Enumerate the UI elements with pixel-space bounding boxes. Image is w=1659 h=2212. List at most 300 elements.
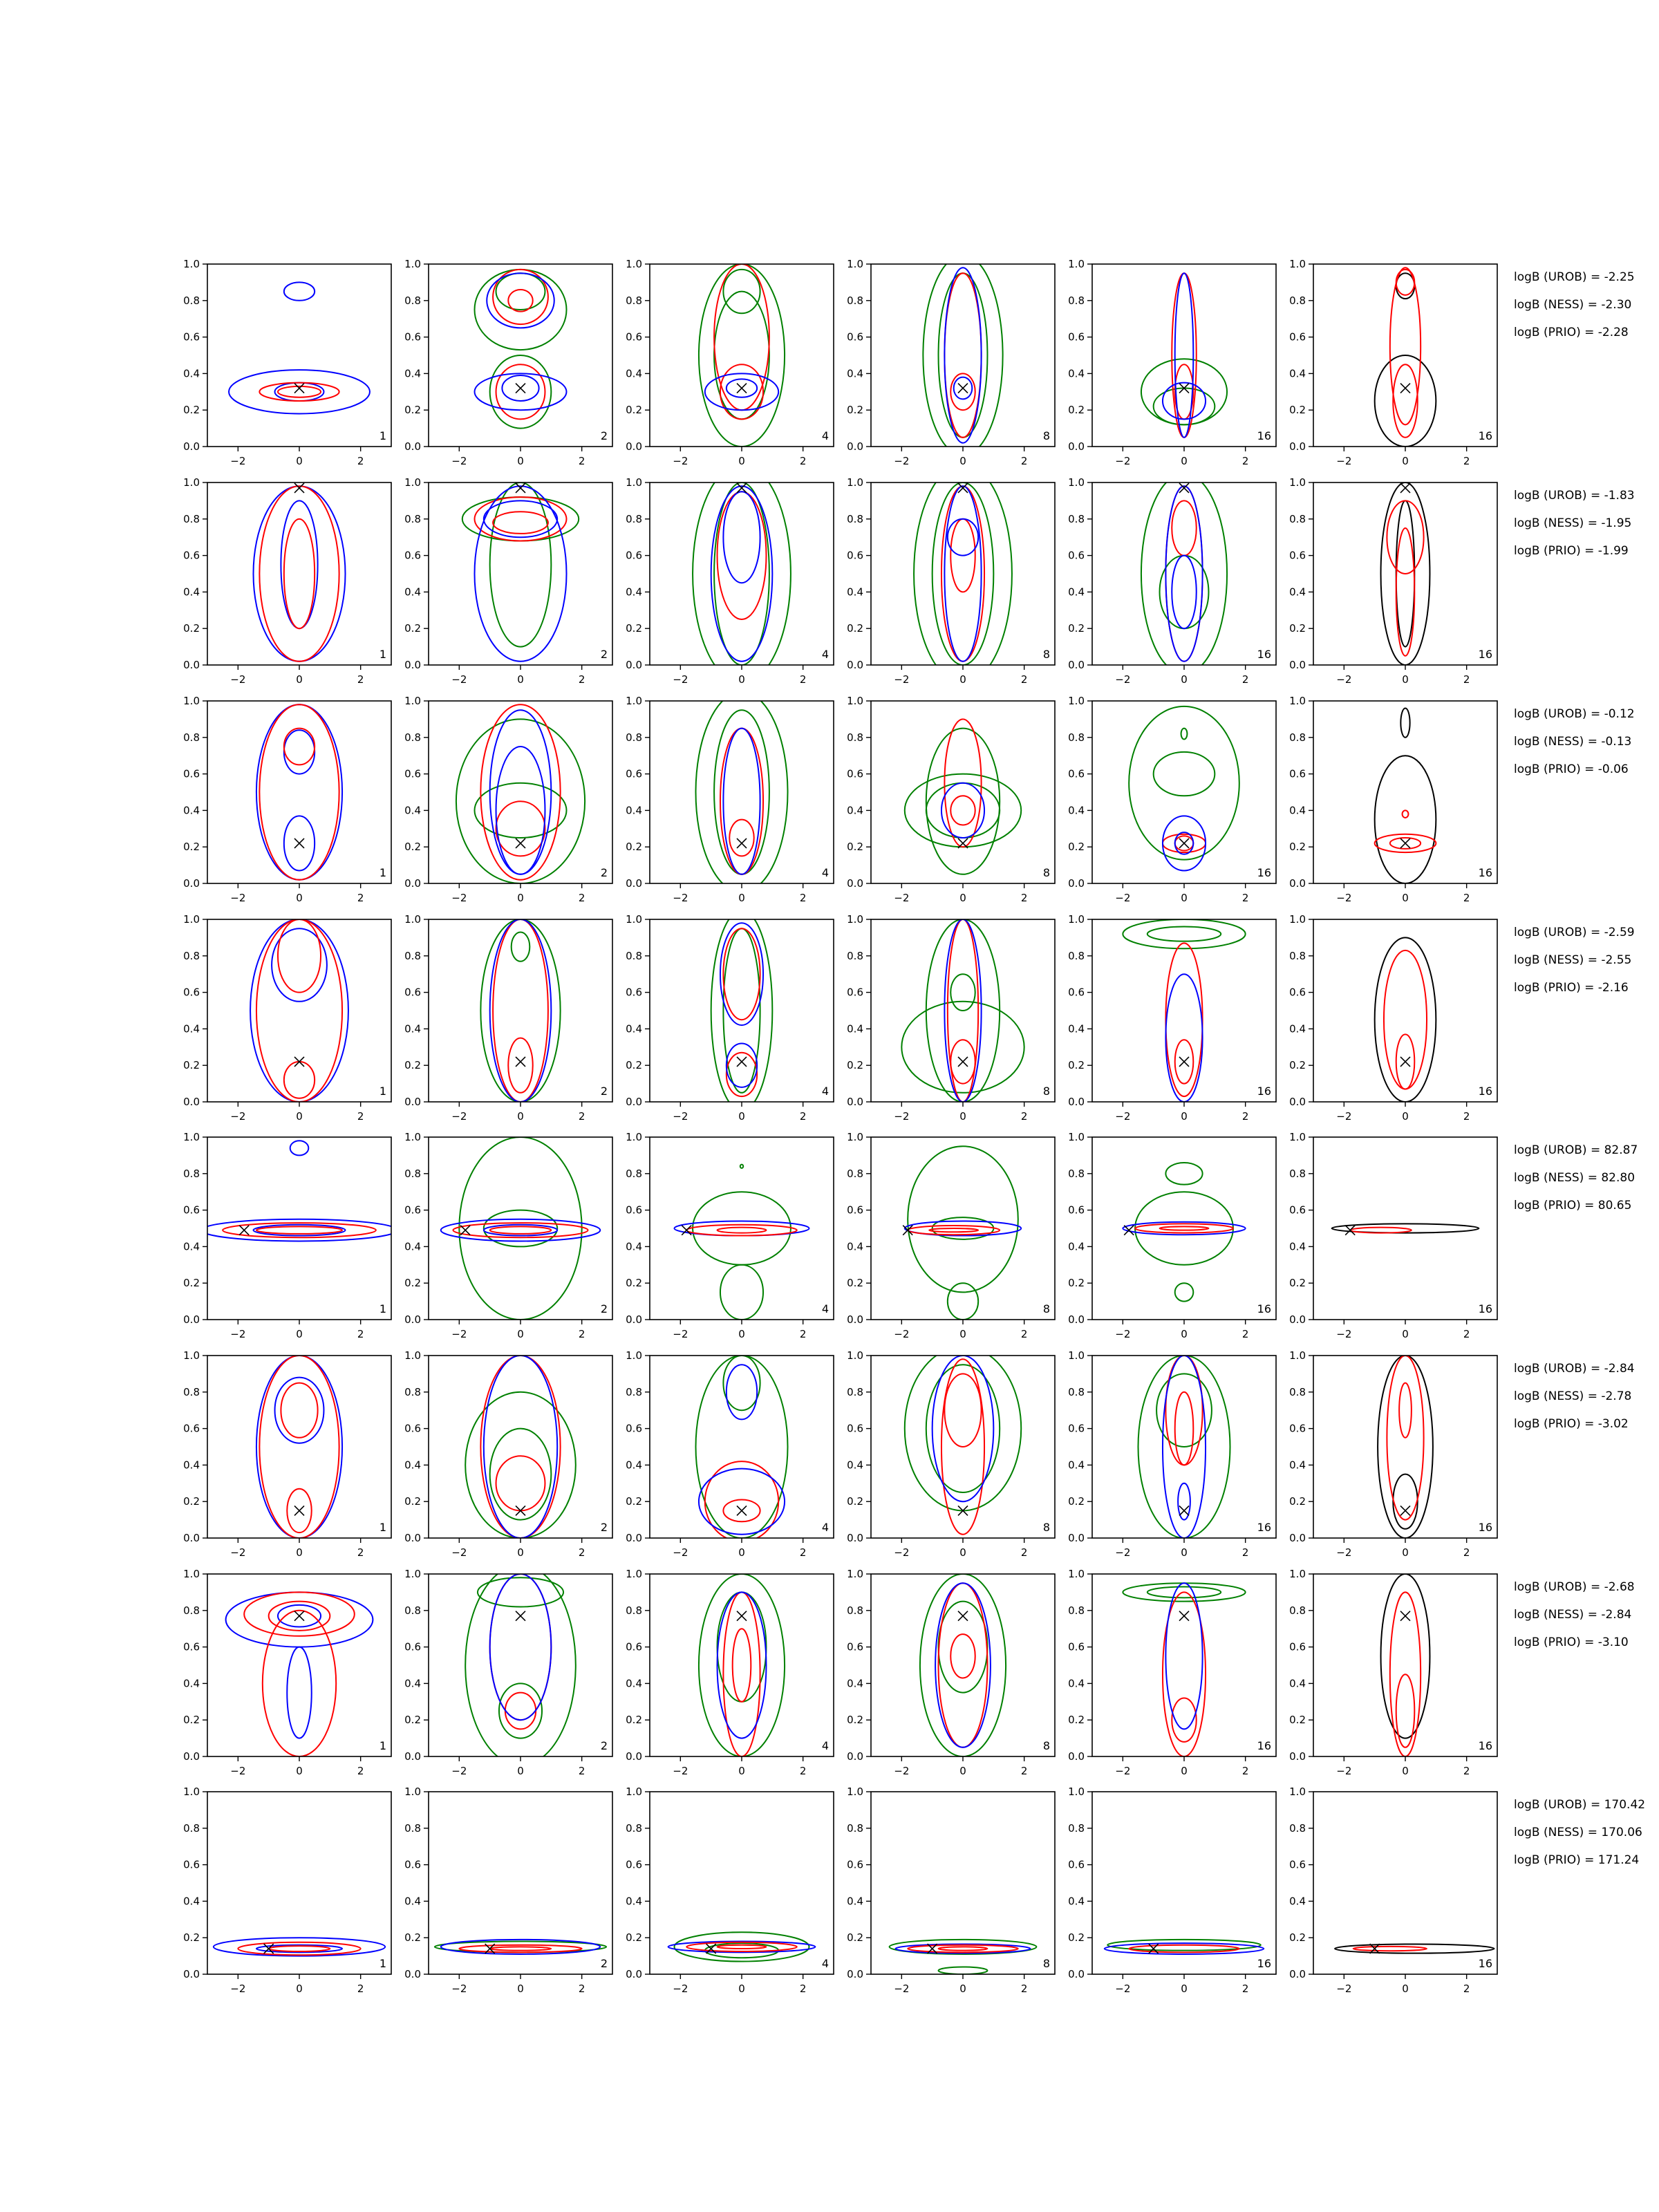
panel [404,258,612,467]
contour-line-blue [496,747,545,874]
x-tick-label: 2 [357,892,364,904]
contour-line-green [926,729,1000,874]
truth-marker [737,1506,747,1515]
contour-line-green [914,465,1012,684]
y-tick-label: 0.6 [404,1640,421,1653]
contour-group [693,465,791,684]
y-tick-label: 1.0 [847,258,863,270]
y-tick-label: 0.4 [1068,1459,1085,1472]
y-tick-label: 0.8 [626,1604,642,1617]
panel-count-label: 16 [1478,1302,1492,1315]
y-tick-label: 0.2 [1289,1714,1306,1727]
panel-count-label: 1 [379,1957,386,1970]
contour-line-green [714,292,769,420]
y-tick-label: 1.0 [1289,1349,1306,1362]
y-tick-label: 0.4 [1289,367,1306,380]
logb-annotation: logB (UROB) = 170.42 [1514,1798,1646,1812]
contour-group [1129,706,1239,871]
y-tick-label: 0.6 [1068,330,1085,344]
y-tick-label: 0.4 [404,585,421,599]
contour-line-green [950,974,975,1011]
x-tick-label: 2 [1241,1546,1249,1559]
y-tick-label: 0.4 [1068,367,1085,380]
y-tick-label: 0.8 [404,294,421,307]
y-tick-label: 1.0 [847,1131,863,1143]
contour-line-red [944,1374,981,1447]
y-tick-label: 0.4 [626,1240,642,1253]
panel-count-label: 2 [600,1739,608,1752]
contour-line-green [714,710,769,874]
y-tick-label: 0.2 [626,1277,642,1290]
y-tick-label: 0.6 [626,549,642,562]
x-tick-label: −2 [451,673,467,686]
x-tick-label: 0 [517,1110,524,1123]
y-tick-label: 0.6 [1289,1203,1306,1217]
panel [404,1785,612,1995]
logb-annotation: logB (NESS) = -2.78 [1514,1389,1632,1403]
contour-line-red [718,1945,767,1949]
y-tick-label: 0.4 [183,1240,200,1253]
y-tick-label: 0.4 [626,585,642,599]
contour-group [668,1932,816,1961]
x-tick-label: 2 [1020,1983,1028,1995]
y-tick-label: 0.4 [183,1459,200,1472]
contour-line-red [1384,950,1427,1089]
x-tick-label: 2 [1463,1983,1470,1995]
logb-annotation: logB (NESS) = -0.13 [1514,735,1632,749]
y-tick-label: 1.0 [626,258,642,270]
truth-marker [1400,1506,1410,1515]
contour-line-red [1387,500,1423,574]
y-tick-label: 1.0 [404,1785,421,1798]
y-tick-label: 0.8 [847,1604,863,1617]
y-tick-label: 1.0 [626,695,642,707]
contour-line-blue [944,268,981,442]
y-tick-label: 1.0 [404,1131,421,1143]
panel [183,1785,391,1995]
contour-line-green [926,1365,1000,1492]
panel [847,1347,1055,1559]
x-tick-label: −2 [673,673,688,686]
contour-line-green [465,1565,576,1765]
x-tick-label: 0 [738,1110,745,1123]
y-tick-label: 0.8 [183,1385,200,1398]
y-tick-label: 1.0 [847,1349,863,1362]
y-tick-label: 0.2 [626,841,642,854]
x-tick-label: 2 [1463,1546,1470,1559]
x-tick-label: 0 [1181,1328,1188,1340]
y-tick-label: 0.2 [847,1277,863,1290]
contour-group [456,704,585,883]
y-tick-label: 0.8 [1289,1385,1306,1398]
contour-line-blue [1165,1583,1202,1729]
y-tick-label: 0.0 [1068,1096,1085,1108]
y-tick-label: 0.8 [626,949,642,962]
truth-marker [737,384,747,393]
x-tick-label: −2 [451,892,467,904]
truth-marker [516,1611,525,1621]
panel-count-label: 2 [600,429,608,442]
x-tick-label: 0 [1402,892,1409,904]
x-tick-label: 2 [1020,1328,1028,1340]
y-tick-label: 0.4 [404,1677,421,1690]
contour-group [674,1165,809,1320]
x-tick-label: 2 [357,673,364,686]
x-tick-label: −2 [230,1983,246,1995]
y-tick-label: 0.6 [183,767,200,780]
x-tick-label: 0 [1402,1765,1409,1777]
panel-count-label: 8 [1042,866,1050,879]
y-tick-label: 0.4 [847,1240,863,1253]
y-tick-label: 0.2 [183,404,200,417]
contour-line-blue [490,1574,552,1720]
contour-line-red [281,1383,317,1438]
y-tick-label: 0.4 [626,1895,642,1908]
logb-annotation: logB (PRIO) = -0.06 [1514,762,1629,776]
panel-count-label: 1 [379,648,386,661]
y-tick-label: 0.8 [1289,949,1306,962]
contour-line-red [493,512,548,534]
y-tick-label: 0.8 [1289,512,1306,525]
y-tick-label: 0.0 [847,1750,863,1763]
y-tick-label: 0.0 [847,877,863,890]
x-tick-label: 0 [517,1328,524,1340]
contour-line-green [714,482,769,665]
y-tick-label: 0.2 [847,1495,863,1508]
y-tick-label: 0.6 [847,1422,863,1435]
x-tick-label: 0 [1181,455,1188,467]
panel [1289,1568,1497,1777]
y-tick-label: 0.4 [404,804,421,817]
y-tick-label: 0.8 [183,1821,200,1835]
contour-line-red [259,704,339,879]
truth-marker [516,384,525,393]
y-tick-label: 0.0 [626,440,642,453]
x-tick-label: −2 [1336,1765,1352,1777]
axes-frame [1092,919,1276,1102]
y-tick-label: 0.8 [404,512,421,525]
contour-line-green [1135,1192,1233,1265]
y-tick-label: 0.4 [847,367,863,380]
axes-frame [207,1137,391,1320]
y-tick-label: 0.0 [847,1096,863,1108]
logb-annotation: logB (PRIO) = 80.65 [1514,1199,1632,1212]
contour-line-green [1147,927,1221,941]
panel-count-label: 4 [821,1739,829,1752]
contour-line-red [263,1611,336,1756]
y-tick-label: 0.6 [626,1858,642,1871]
y-tick-label: 0.4 [183,1895,200,1908]
logb-annotation: logB (PRIO) = -3.02 [1514,1417,1629,1431]
y-tick-label: 0.0 [847,440,863,453]
x-tick-label: 0 [1402,1110,1409,1123]
x-tick-label: 0 [738,455,745,467]
x-tick-label: 2 [357,1765,364,1777]
y-tick-label: 0.6 [1289,330,1306,344]
contour-line-blue [1165,486,1202,661]
panel-count-label: 8 [1042,1521,1050,1534]
x-tick-label: 2 [1020,455,1028,467]
contour-group [250,919,348,1102]
contour-group [696,692,788,892]
contour-group [923,255,1002,456]
x-tick-label: −2 [1115,1983,1131,1995]
panel-count-label: 4 [821,1957,829,1970]
y-tick-label: 1.0 [183,1785,200,1798]
y-tick-label: 0.8 [1068,1821,1085,1835]
x-tick-label: 2 [799,1110,807,1123]
y-tick-label: 0.2 [404,1277,421,1290]
contour-line-black [1375,756,1436,883]
contour-line-green [948,1283,978,1320]
y-tick-label: 0.0 [404,1313,421,1326]
contour-group [465,1565,576,1765]
truth-marker [1345,1226,1355,1235]
contour-line-red [459,1945,581,1953]
contour-group [256,704,342,879]
truth-marker [1179,1057,1189,1067]
x-tick-label: 0 [959,455,966,467]
y-tick-label: 0.6 [183,1203,200,1217]
truth-marker [1400,384,1410,393]
y-tick-label: 0.8 [847,949,863,962]
panel-count-label: 1 [379,1521,386,1534]
y-tick-label: 0.4 [1289,804,1306,817]
logb-annotation: logB (NESS) = -1.95 [1514,516,1632,530]
x-tick-label: 0 [738,1328,745,1340]
x-tick-label: −2 [451,455,467,467]
truth-marker [737,1611,747,1621]
y-tick-label: 0.8 [404,1604,421,1617]
x-tick-label: 2 [1020,892,1028,904]
x-tick-label: −2 [894,1110,910,1123]
y-tick-label: 0.0 [404,1096,421,1108]
y-tick-label: 0.4 [1289,1895,1306,1908]
panel-count-label: 2 [600,648,608,661]
y-tick-label: 0.4 [404,1022,421,1035]
contour-line-green [1141,359,1227,424]
truth-marker [958,384,968,393]
truth-marker [1400,483,1410,493]
x-tick-label: −2 [894,1983,910,1995]
x-tick-label: 0 [296,1328,303,1340]
y-tick-label: 0.8 [626,294,642,307]
logb-annotation: logB (UROB) = -2.68 [1514,1580,1635,1594]
y-tick-label: 0.4 [183,1022,200,1035]
contour-line-green [711,910,773,1111]
y-tick-label: 0.4 [183,585,200,599]
x-tick-label: −2 [451,1765,467,1777]
y-tick-label: 0.6 [1289,986,1306,999]
x-tick-label: 0 [1402,1983,1409,1995]
y-tick-label: 0.0 [847,659,863,671]
truth-marker [239,1226,249,1235]
y-tick-label: 0.4 [626,1459,642,1472]
y-tick-label: 0.4 [1068,1022,1085,1035]
contour-line-red [256,919,342,1102]
x-tick-label: 2 [578,455,585,467]
contour-line-green [512,932,530,961]
truth-marker [294,483,304,493]
y-tick-label: 0.4 [626,1022,642,1035]
contour-group [1141,273,1227,438]
contour-line-blue [1165,974,1202,1102]
y-tick-label: 0.2 [1068,1714,1085,1727]
y-tick-label: 1.0 [1068,1785,1085,1798]
y-tick-label: 1.0 [1068,1568,1085,1580]
x-tick-label: 2 [578,892,585,904]
x-tick-label: 2 [578,1546,585,1559]
y-tick-label: 0.8 [1068,731,1085,744]
contour-line-black [1400,709,1409,738]
contour-group [914,465,1012,684]
x-tick-label: −2 [673,892,688,904]
panel [404,476,612,686]
y-tick-label: 1.0 [847,913,863,926]
y-tick-label: 0.0 [1289,1313,1306,1326]
contour-line-green [926,783,1000,838]
contour-line-blue [284,282,315,300]
contour-line-black [1381,1574,1430,1738]
contour-line-green [1175,1283,1194,1301]
contour-line-red [686,1225,797,1236]
panel-count-label: 8 [1042,1302,1050,1315]
y-tick-label: 0.4 [183,804,200,817]
panel [1289,258,1497,467]
x-tick-label: −2 [1336,1546,1352,1559]
y-tick-label: 0.6 [183,986,200,999]
y-tick-label: 0.4 [626,804,642,817]
x-tick-label: −2 [1115,892,1131,904]
panel [1068,1349,1276,1559]
panel [404,913,612,1123]
x-tick-label: −2 [230,892,246,904]
contour-group [711,910,773,1111]
panel-count-label: 4 [821,1302,829,1315]
y-tick-label: 0.8 [1068,1604,1085,1617]
panel-count-label: 16 [1257,1085,1271,1098]
x-tick-label: −2 [451,1328,467,1340]
y-tick-label: 0.4 [847,804,863,817]
contour-group [890,1940,1037,1974]
y-tick-label: 0.2 [1068,841,1085,854]
y-tick-label: 0.4 [1289,1022,1306,1035]
x-tick-label: −2 [673,1546,688,1559]
panel-count-label: 4 [821,1521,829,1534]
x-tick-label: −2 [894,892,910,904]
axes-frame [1092,1137,1276,1320]
x-tick-label: 2 [1241,1765,1249,1777]
axes-frame [429,482,612,665]
x-tick-label: 2 [1463,1328,1470,1340]
contour-line-green [720,1265,763,1320]
contour-line-green [1123,919,1245,948]
panel [847,1785,1055,1995]
contour-group [480,919,560,1102]
x-tick-label: 0 [517,1546,524,1559]
panel [847,465,1055,686]
y-tick-label: 0.6 [847,986,863,999]
logb-annotation: logB (PRIO) = -1.99 [1514,544,1629,558]
panel-count-label: 2 [600,1302,608,1315]
contour-line-blue [723,729,760,874]
logb-annotation: logB (NESS) = -2.84 [1514,1608,1632,1622]
axes-frame [650,1792,834,1974]
x-tick-label: 0 [959,1983,966,1995]
x-tick-label: 0 [517,455,524,467]
logb-annotation: logB (PRIO) = -2.16 [1514,981,1629,995]
y-tick-label: 0.6 [1289,1640,1306,1653]
contour-line-red [950,1634,975,1678]
contour-line-blue [487,273,554,328]
y-tick-label: 1.0 [626,913,642,926]
y-tick-label: 0.6 [183,1858,200,1871]
axes-frame [1313,701,1497,883]
contour-line-red [1172,500,1196,555]
y-tick-label: 0.2 [1289,1495,1306,1508]
contour-line-green [1154,752,1215,796]
y-tick-label: 0.6 [404,767,421,780]
contour-line-green [496,273,545,310]
y-tick-label: 1.0 [1068,258,1085,270]
y-tick-label: 0.2 [847,1059,863,1072]
y-tick-label: 0.6 [626,1422,642,1435]
panel-count-label: 2 [600,1085,608,1098]
axes-frame [429,919,612,1102]
logb-annotation: logB (NESS) = 170.06 [1514,1826,1642,1839]
panel [404,1349,612,1559]
contour-line-red [939,1583,988,1747]
panel-count-label: 16 [1257,866,1271,879]
contour-line-red [733,1629,751,1702]
panel-count-label: 16 [1257,429,1271,442]
logb-annotation: logB (UROB) = -2.59 [1514,926,1635,939]
y-tick-label: 0.2 [1289,841,1306,854]
y-tick-label: 0.6 [404,1203,421,1217]
y-tick-label: 0.8 [847,1821,863,1835]
y-tick-label: 0.4 [847,1677,863,1690]
contour-line-red [508,290,532,312]
contour-line-red [256,1226,342,1234]
panel-count-label: 16 [1478,1957,1492,1970]
y-tick-label: 0.6 [183,330,200,344]
logb-annotation: logB (UROB) = -1.83 [1514,489,1635,503]
panel [1068,913,1276,1123]
x-tick-label: 2 [578,1110,585,1123]
x-tick-label: −2 [673,1765,688,1777]
y-tick-label: 1.0 [847,476,863,489]
y-tick-label: 0.0 [1068,1313,1085,1326]
contour-group [1332,1224,1479,1232]
y-tick-label: 0.4 [626,367,642,380]
y-tick-label: 0.8 [183,1167,200,1180]
y-tick-label: 0.8 [626,731,642,744]
y-tick-label: 1.0 [404,1568,421,1580]
x-tick-label: 0 [738,1546,745,1559]
x-tick-label: 0 [1181,1110,1188,1123]
contour-line-red [284,519,315,628]
y-tick-label: 0.6 [626,330,642,344]
panel-count-label: 2 [600,1521,608,1534]
contour-line-red [944,273,981,438]
truth-marker [460,1226,470,1235]
y-tick-label: 0.8 [847,731,863,744]
y-tick-label: 0.0 [404,877,421,890]
contour-group [226,1592,373,1756]
y-tick-label: 0.0 [626,877,642,890]
y-tick-label: 0.6 [1068,1640,1085,1653]
x-tick-label: −2 [894,455,910,467]
